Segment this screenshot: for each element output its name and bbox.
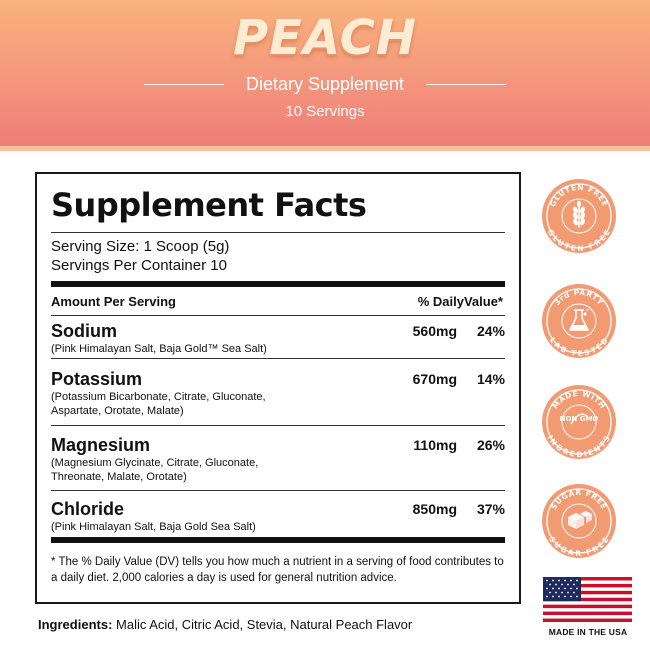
usa-flag-graphic xyxy=(543,577,632,622)
badge-bottom-text: LAB TESTED xyxy=(547,335,611,359)
gluten-free-badge xyxy=(541,178,617,254)
facts-divider xyxy=(51,232,505,233)
lab-tested-badge xyxy=(541,283,617,359)
nutrient-row xyxy=(51,491,505,537)
non-gmo-icon xyxy=(541,384,617,460)
nutrient-source: (Pink Himalayan Salt, Baja Gold Sea Salt) xyxy=(51,521,256,533)
supplement-facts-panel xyxy=(35,172,521,604)
banner-divider xyxy=(0,146,650,151)
nutrient-row xyxy=(51,316,505,358)
nutrient-daily-value: 37% xyxy=(476,501,505,517)
nutrient-amount: 110mg xyxy=(413,437,457,453)
nutrient-row xyxy=(51,359,505,425)
nutrient-source: (Potassium Bicarbonate, Citrate, Gluconate, Aspartate, Orotate, Malate) xyxy=(51,391,266,417)
badge-bottom-text: SUGAR FREE xyxy=(547,534,611,559)
product-subtitle: Dietary Supplement xyxy=(245,74,405,94)
facts-column-header xyxy=(51,287,505,315)
nutrient-daily-value: 24% xyxy=(476,323,505,339)
sugar-free-badge xyxy=(541,483,617,559)
nutrient-source: (Pink Himalayan Salt, Baja Gold™ Sea Salt) xyxy=(51,343,267,355)
wheat-icon xyxy=(541,178,617,254)
ingredients-line xyxy=(38,617,412,632)
servings-per-container: Servings Per Container 10 xyxy=(51,257,227,274)
badge-top-text: GLUTEN FREE xyxy=(547,182,611,209)
ingredients-label: Ingredients: xyxy=(38,617,113,632)
nutrient-name: Sodium xyxy=(51,321,117,341)
ingredients-text: Malic Acid, Citric Acid, Stevia, Natural Peach Flavor xyxy=(112,617,413,632)
badge-top-text: 3rd PARTY xyxy=(552,287,606,308)
badge-bottom-text: INGREDIENTS xyxy=(545,433,613,460)
nutrient-name: Potassium xyxy=(51,369,143,389)
facts-heading: Supplement Facts xyxy=(51,186,367,224)
usa-flag-icon xyxy=(543,577,632,622)
daily-value-footnote: * The % Daily Value (DV) tells you how much a nutrient in a serving of food contributes to a daily diet. 2,000 calories a day is used for general nutrition advice. xyxy=(51,556,504,584)
badge-top-text: SUGAR FREE xyxy=(549,487,609,512)
nutrient-name: Chloride xyxy=(51,499,125,519)
daily-value-label: % DailyValue* xyxy=(417,294,503,309)
nutrient-amount: 850mg xyxy=(412,501,457,517)
nutrient-amount: 560mg xyxy=(412,323,457,339)
lab-flask-icon xyxy=(541,283,617,359)
nutrient-name: Magnesium xyxy=(51,435,151,455)
badge-center-text: NON GMO xyxy=(559,415,599,423)
facts-thick-divider xyxy=(51,537,505,543)
nutrient-amount: 670mg xyxy=(412,371,457,387)
nutrient-row xyxy=(51,426,505,490)
serving-size: Serving Size: 1 Scoop (5g) xyxy=(51,238,230,255)
subtitle-line-left xyxy=(144,84,224,85)
nutrient-daily-value: 14% xyxy=(476,371,505,387)
made-in-usa-label: MADE IN THE USA xyxy=(548,627,628,637)
sugar-cube-icon xyxy=(541,483,617,559)
subtitle-row xyxy=(0,74,650,95)
non-gmo-badge xyxy=(541,384,617,460)
amount-per-serving-label: Amount Per Serving xyxy=(51,294,176,309)
subtitle-line-right xyxy=(426,84,506,85)
nutrient-source: (Magnesium Glycinate, Citrate, Gluconate, Threonate, Malate, Orotate) xyxy=(51,457,259,483)
badge-top-text: MADE WITH xyxy=(550,388,608,411)
nutrient-daily-value: 26% xyxy=(476,437,505,453)
badge-bottom-text: GLUTEN FREE xyxy=(545,227,613,254)
product-title: PEACH xyxy=(232,10,418,66)
servings-count: 10 Servings xyxy=(285,103,365,120)
